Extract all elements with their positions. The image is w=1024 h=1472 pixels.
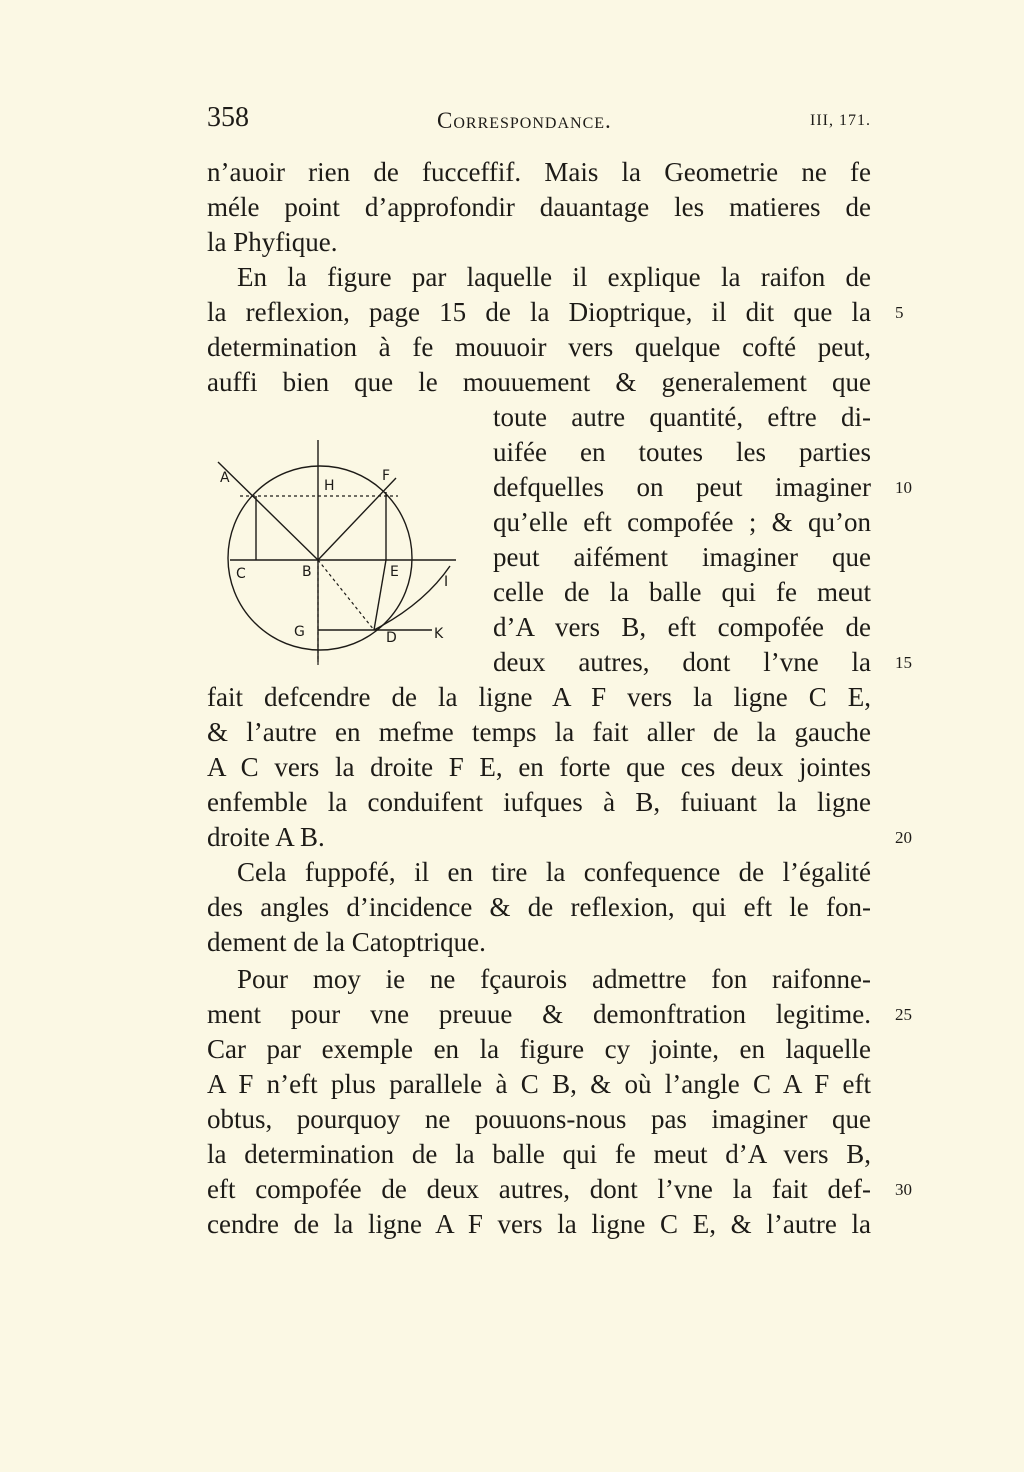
text-line: dement de la Catoptrique. [207,927,486,957]
dotted-line-bd [318,560,374,630]
label-e: E [390,564,399,580]
text-line: auffi bien que le mouuement & generalement que [207,367,871,397]
text-line: droite A B. [207,822,325,852]
label-d: D [386,630,397,646]
label-c: C [236,566,246,582]
reflection-diagram-svg [210,436,480,676]
page-number: 358 [207,102,249,133]
label-g: G [294,624,305,640]
line-number: 15 [895,653,912,672]
line-number: 5 [895,303,904,322]
text-line: eft compofée de deux autres, dont l’vne la fait def- [207,1174,871,1204]
text-line: A C vers la droite F E, en forte que ces deux jointes [207,752,871,782]
text-line: obtus, pourquoy ne pouuons-nous pas imaginer que [207,1104,871,1134]
line-number: 30 [895,1180,912,1199]
text-line: la Phyfique. [207,227,338,257]
text-line: n’auoir rien de fucceffif. Mais la Geometrie ne fe [207,157,871,187]
text-line: méle point d’approfondir dauantage les matieres de [207,192,871,222]
running-title: Correspondance. [437,108,612,133]
text-line: & l’autre en mefme temps la fait aller de la gauche [207,717,871,747]
text-line: En la figure par laquelle il explique la raifon de [237,262,871,292]
curve-i [374,566,450,630]
reflection-diagram [210,436,480,676]
label-b: B [302,564,312,580]
line-number: 20 [895,828,912,847]
text-line: A F n’eft plus parallele à C B, & où l’angle C A F eft [207,1069,871,1099]
text-line: celle de la balle qui fe meut [493,577,871,607]
line-number: 25 [895,1005,912,1024]
label-h: H [324,478,335,494]
text-line: qu’elle eft compofée ; & qu’on [493,507,871,537]
text-line: defquelles on peut imaginer [493,472,871,502]
text-line: Cela fuppofé, il en tire la confequence de l’égalité [237,857,871,887]
text-line: deux autres, dont l’vne la [493,647,871,677]
text-line: cendre de la ligne A F vers la ligne C E, & l’autre la [207,1209,871,1239]
text-line: determination à fe mouuoir vers quelque cofté peut, [207,332,871,362]
label-k: K [434,626,444,642]
label-f: F [382,468,391,484]
line-ed [374,560,386,630]
text-line: fait defcendre de la ligne A F vers la ligne C E, [207,682,871,712]
text-line: des angles d’incidence & de reflexion, qui eft le fon- [207,892,871,922]
text-line: la reflexion, page 15 de la Dioptrique, il dit que la [207,297,871,327]
text-line: toute autre quantité, eftre di- [493,402,871,432]
volume-reference: III, 171. [810,112,871,129]
text-line: Car par exemple en la figure cy jointe, en laquelle [207,1034,871,1064]
text-line: ment pour vne preuue & demonftration legitime. [207,999,871,1029]
page-header [207,102,871,142]
text-line: la determination de la balle qui fe meut d’A vers B, [207,1139,871,1169]
text-line: uifée en toutes les parties [493,437,871,467]
line-number: 10 [895,478,912,497]
text-line: enfemble la conduifent iufques à B, fuiuant la ligne [207,787,871,817]
text-line: Pour moy ie ne fçaurois admettre fon raifonne- [237,964,871,994]
label-i: I [444,574,449,590]
text-line: peut aifément imaginer que [493,542,871,572]
line-ab [218,462,318,560]
text-line: d’A vers B, eft compofée de [493,612,871,642]
label-a: A [220,470,230,486]
